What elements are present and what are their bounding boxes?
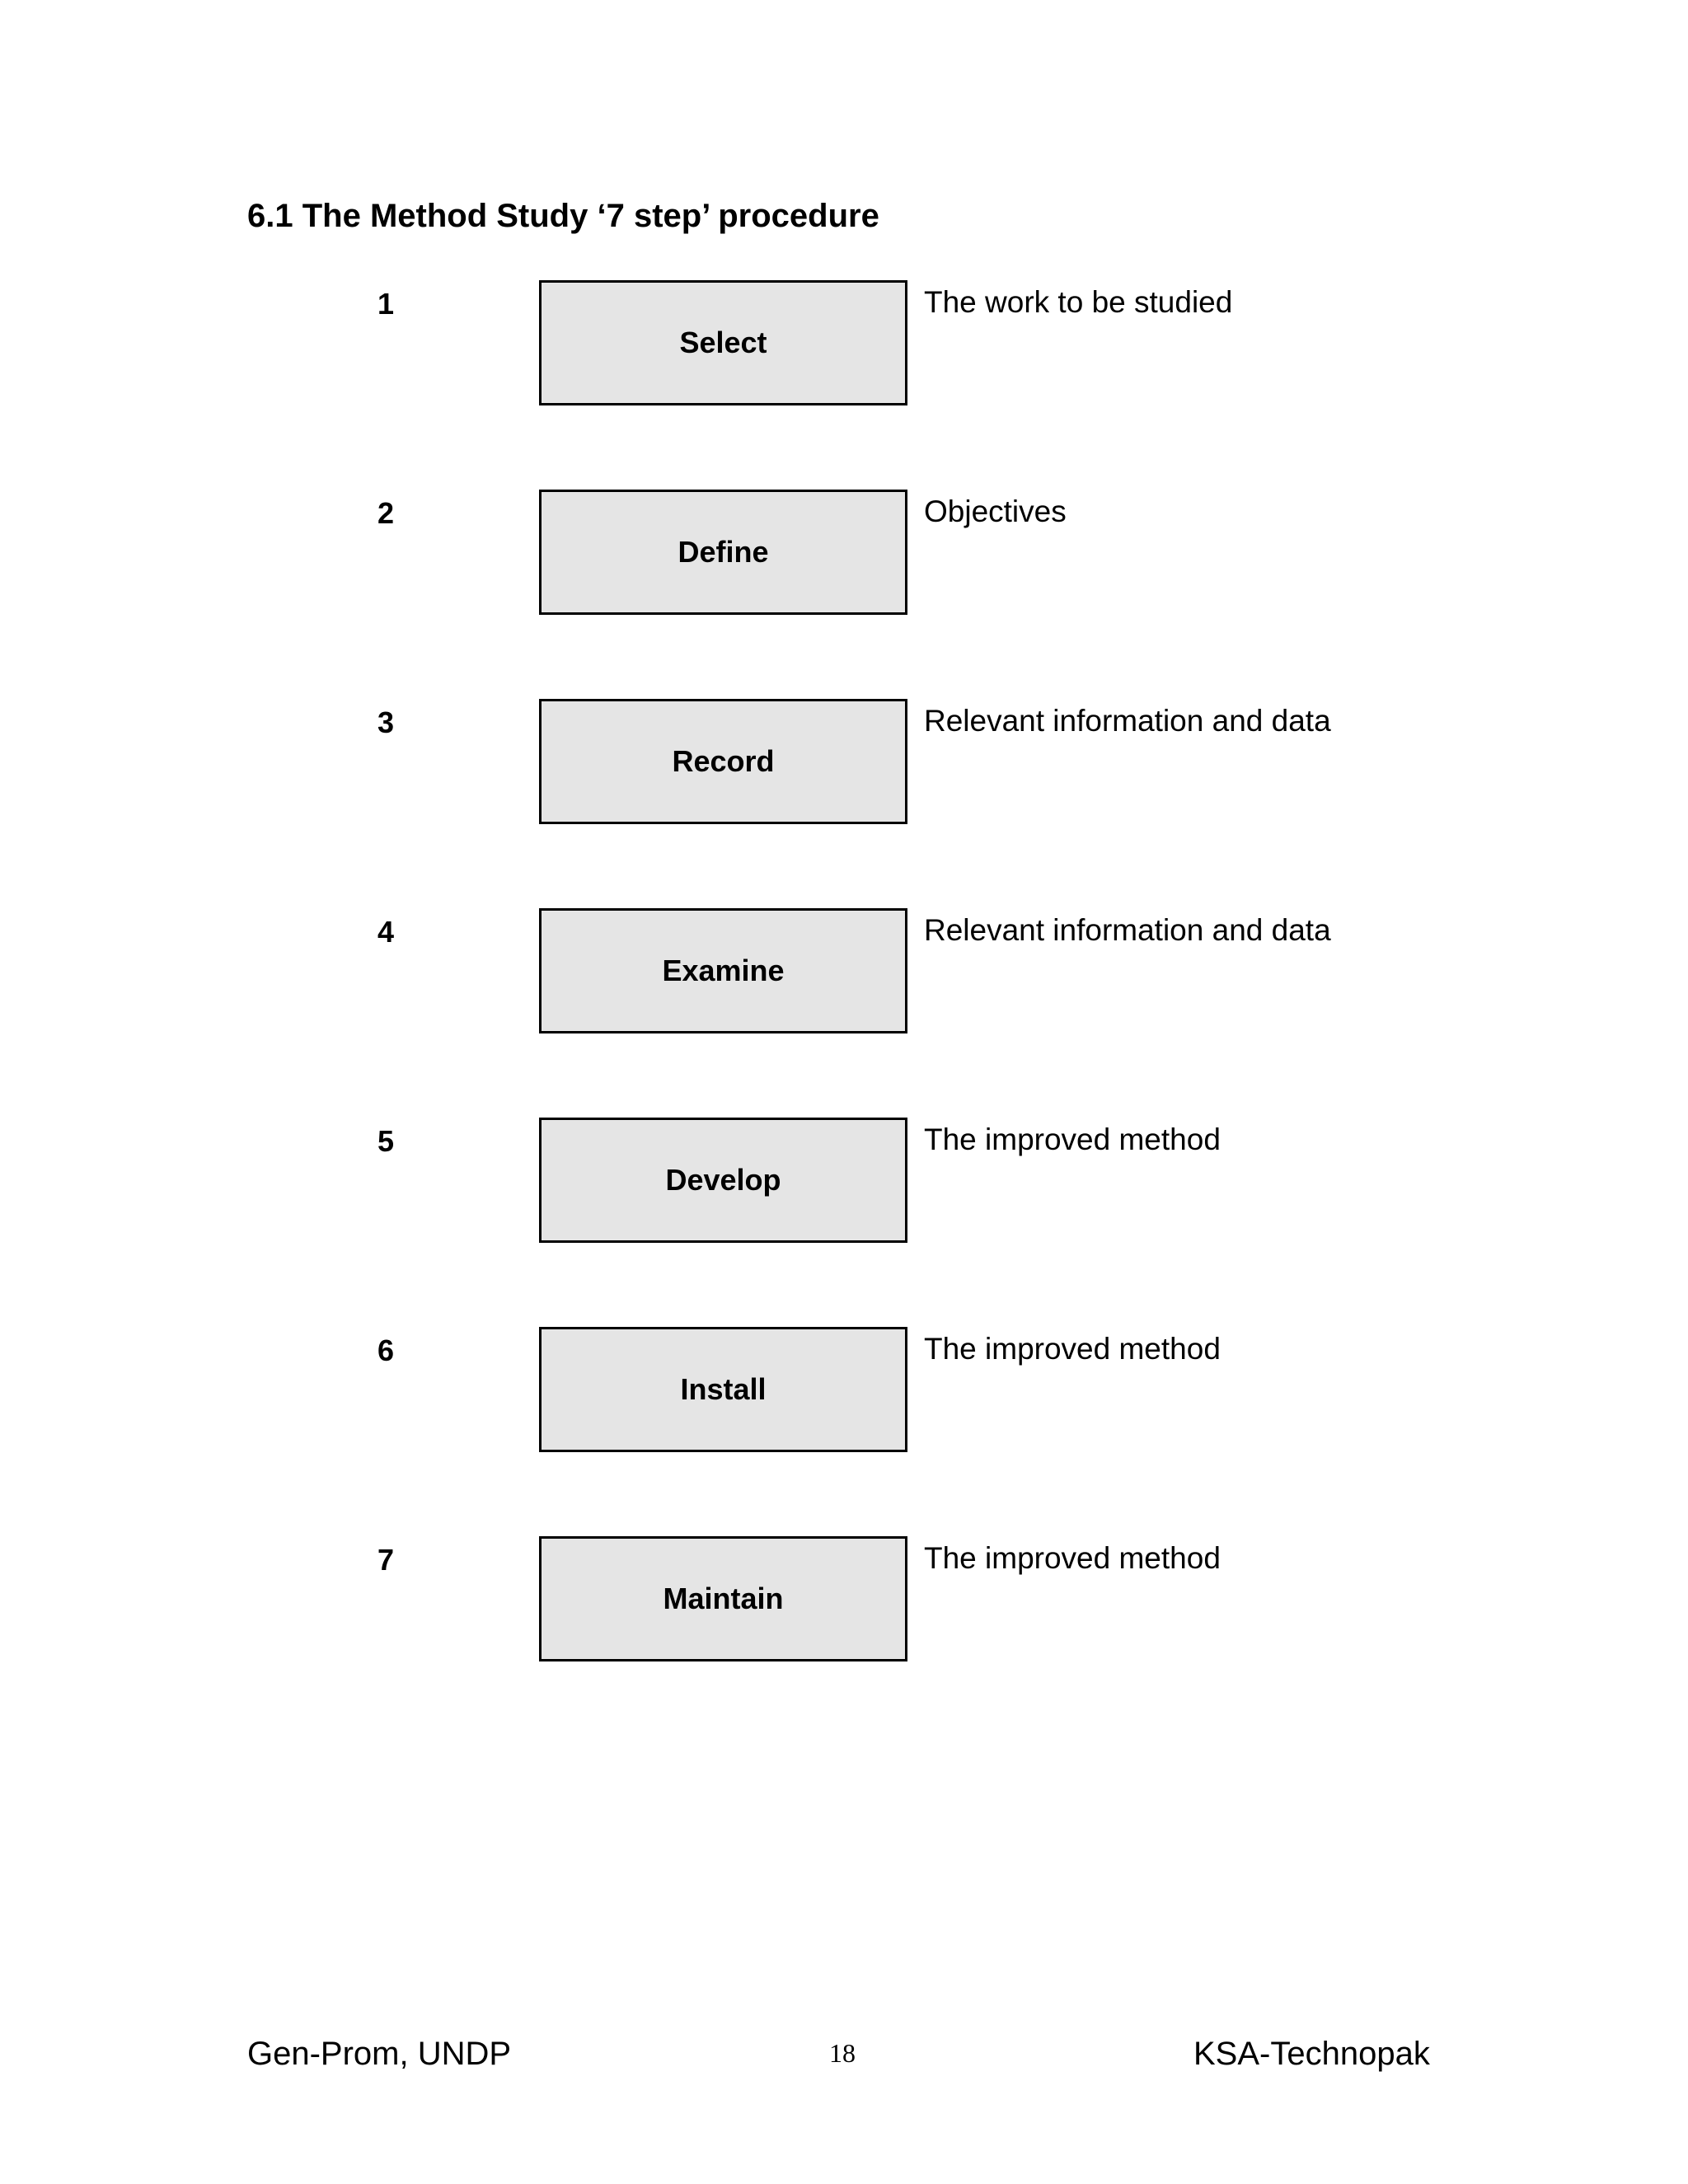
step-label: Define bbox=[678, 535, 769, 569]
step-description: Relevant information and data bbox=[924, 704, 1331, 738]
step-box-record bbox=[539, 699, 907, 824]
step-label: Select bbox=[679, 326, 767, 359]
step-box-install bbox=[539, 1327, 907, 1452]
step-number: 1 bbox=[377, 287, 395, 321]
step-row-2 bbox=[0, 490, 1688, 621]
step-number: 6 bbox=[377, 1333, 395, 1367]
step-row-3 bbox=[0, 699, 1688, 831]
step-number: 5 bbox=[377, 1124, 395, 1158]
step-row-1 bbox=[0, 280, 1688, 412]
step-label: Install bbox=[680, 1372, 767, 1406]
step-description: Objectives bbox=[924, 494, 1067, 528]
step-box-examine bbox=[539, 908, 907, 1033]
page-number: 18 bbox=[829, 2038, 856, 2068]
step-number: 3 bbox=[377, 705, 395, 739]
step-box-define bbox=[539, 490, 907, 615]
step-box-select bbox=[539, 280, 907, 405]
step-box-develop bbox=[539, 1118, 907, 1243]
step-number: 2 bbox=[377, 496, 395, 530]
step-number: 4 bbox=[377, 915, 395, 949]
step-description: Relevant information and data bbox=[924, 913, 1331, 947]
step-label: Maintain bbox=[663, 1582, 784, 1615]
step-label: Record bbox=[672, 744, 775, 778]
step-label: Examine bbox=[662, 954, 785, 987]
step-row-6 bbox=[0, 1327, 1688, 1459]
step-row-4 bbox=[0, 908, 1688, 1040]
step-description: The improved method bbox=[924, 1541, 1221, 1575]
step-description: The work to be studied bbox=[924, 285, 1233, 319]
step-row-5 bbox=[0, 1118, 1688, 1249]
step-box-maintain bbox=[539, 1536, 907, 1661]
step-number: 7 bbox=[377, 1543, 395, 1577]
step-row-7 bbox=[0, 1536, 1688, 1668]
step-description: The improved method bbox=[924, 1122, 1221, 1156]
footer-right-text: KSA-Technopak bbox=[1193, 2036, 1430, 2072]
step-description: The improved method bbox=[924, 1332, 1221, 1366]
section-heading: 6.1 The Method Study ‘7 step’ procedure bbox=[247, 198, 879, 234]
step-label: Develop bbox=[665, 1163, 781, 1197]
footer-left-text: Gen-Prom, UNDP bbox=[247, 2036, 512, 2072]
